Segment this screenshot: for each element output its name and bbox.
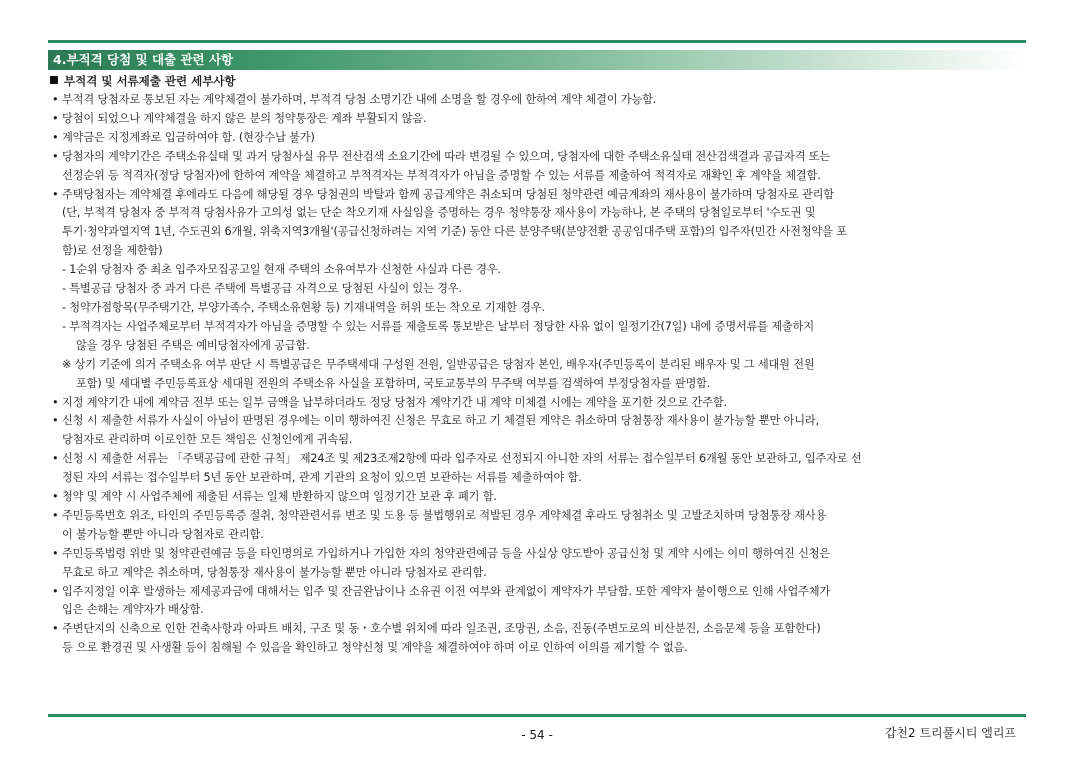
line-text: - 부적격자는 사업주체로부터 부적격자가 아님을 증명할 수 있는 서류를 제출토록 통보받은 날부터 정당한 사유 없이 일정기간(7일) 내에 증명서류를 제출하지 <box>62 319 814 333</box>
dash-continuation <box>48 337 1033 356</box>
bullet-dot-icon: • <box>52 111 59 125</box>
bullet-continuation <box>48 601 1033 620</box>
content-body <box>48 91 1033 658</box>
subheading-text: 부적격 및 서류제출 관련 세부사항 <box>64 74 236 88</box>
line-text: 주민등록번호 위조, 타인의 주민등록증 절취, 청약관련서류 변조 및 도용 등 불법행위로 적발된 경우 계약체결 후라도 당첨취소 및 고발조치하며 당첨통장 재사용 <box>62 508 827 522</box>
line-text: 신청 시 제출한 서류는 「주택공급에 관한 규칙」 제24조 및 제23조제2항에 따라 입주자로 선정되지 아니한 자의 서류는 접수일부터 6개월 동안 보관하고, 입주자로 선 <box>62 452 862 466</box>
line-text: - 청약가점항목(무주택기간, 부양가족수, 주택소유현황 등) 기재내역을 허위 또는 착오로 기재한 경우. <box>62 300 545 314</box>
note-item <box>48 356 1033 375</box>
line-text: 정된 자의 서류는 접수일부터 5년 동안 보관하며, 관계 기관의 요청이 있으면 보관하는 서류를 제출하여야 함. <box>62 471 582 485</box>
line-text: 입은 손해는 계약자가 배상함. <box>62 603 204 617</box>
line-text: 당첨자로 관리하며 이로인한 모든 책임은 신청인에게 귀속됨. <box>62 433 353 447</box>
line-text: ※ 상기 기준에 의거 주택소유 여부 판단 시 특별공급은 무주택세대 구성원 전원, 일반공급은 당첨자 본인, 배우자(주민등록이 분리된 배우자 및 그 세대원 전원 <box>62 357 815 371</box>
dash-item <box>48 299 1033 318</box>
bullet-dot-icon: • <box>52 490 59 504</box>
bullet-dot-icon: • <box>52 93 59 106</box>
bullet-item <box>48 129 1033 148</box>
bullet-item <box>48 545 1033 564</box>
bullet-dot-icon: • <box>52 452 59 466</box>
section-title: 4.부적격 당첨 및 대출 관련 사항 <box>48 50 1026 70</box>
bullet-dot-icon: • <box>52 130 59 144</box>
bullet-dot-icon: • <box>52 414 59 428</box>
bullet-dot-icon: • <box>52 187 59 201</box>
line-text: 당첨자의 계약기간은 주택소유실태 및 과거 당첨사실 유무 전산검색 소요기간에 따라 변경될 수 있으며, 당첨자에 대한 주택소유실태 전산검색결과 공급자격 또는 <box>62 149 831 163</box>
bullet-item <box>48 148 1033 167</box>
line-text: - 특별공급 당첨자 중 과거 다른 주택에 특별공급 자격으로 당첨된 사실이 있는 경우. <box>62 282 462 296</box>
bullet-dot-icon: • <box>52 622 59 636</box>
line-text: 무효로 하고 계약은 취소하며, 당첨통장 재사용이 불가능할 뿐만 아니라 당첨자로 관리함. <box>62 565 487 579</box>
page-number: - 54 - <box>521 728 553 742</box>
bullet-continuation <box>48 204 1033 223</box>
bullet-continuation <box>48 167 1033 186</box>
line-text: 이 불가능할 뿐만 아니라 당첨자로 관리함. <box>62 527 264 541</box>
bullet-dot-icon: • <box>52 584 59 598</box>
bullet-item <box>48 450 1033 469</box>
bullet-continuation <box>48 469 1033 488</box>
line-text: 않을 경우 당첨된 주택은 예비당첨자에게 공급함. <box>76 338 310 352</box>
bullet-dot-icon: • <box>52 508 59 522</box>
line-text: 지정 계약기간 내에 계약금 전부 또는 일부 금액을 납부하더라도 정당 당첨자 계약기간 내 계약 미체결 시에는 계약을 포기한 것으로 간주함. <box>62 395 727 409</box>
line-text: 주변단지의 신축으로 인한 건축사항과 아파트 배치, 구조 및 동・호수별 위치에 따라 일조권, 조망권, 소음, 진동(주변도로의 비산분진, 소음문제 등을 포함한다) <box>62 622 821 636</box>
bullet-item <box>48 507 1033 526</box>
bullet-continuation <box>48 431 1033 450</box>
dash-item <box>48 261 1033 280</box>
note-continuation <box>48 375 1033 394</box>
bullet-dot-icon: • <box>52 546 59 560</box>
line-text: 등 으로 환경권 및 사생활 등이 침해될 수 있음을 확인하고 청약신청 및 계약을 체결하여야 하며 이로 인하여 이의를 제기할 수 없음. <box>62 641 688 655</box>
line-text: 입주지정일 이후 발생하는 제세공과금에 대해서는 입주 및 잔금완납이나 소유권 이전 여부와 관계없이 계약자가 부담함. 또한 계약자 불이행으로 인해 사업주체가 <box>62 584 831 598</box>
bullet-item <box>48 583 1033 602</box>
dash-item <box>48 318 1033 337</box>
line-text: - 1순위 당첨자 중 최초 입주자모집공고일 현재 주택의 소유여부가 신청한 사실과 다른 경우. <box>62 263 501 277</box>
bullet-item <box>48 186 1033 205</box>
bullet-continuation <box>48 526 1033 545</box>
line-text: 당첨이 되었으나 계약체결을 하지 않은 분의 청약통장은 계좌 부활되지 않음. <box>62 111 427 125</box>
bullet-continuation <box>48 242 1033 261</box>
bullet-item <box>48 412 1033 431</box>
dash-item <box>48 280 1033 299</box>
bullet-item <box>48 91 1033 110</box>
bullet-continuation <box>48 639 1033 658</box>
line-text: 주민등록법령 위반 및 청약관련예금 등을 타인명의로 가입하거나 가입한 자의 청약관련예금 등을 사실상 양도받아 공급신청 및 계약 시에는 이미 행하여진 신청은 <box>62 546 831 560</box>
line-text: 투기·청약과열지역 1년, 수도권외 6개월, 위축지역3개월'(공급신청하려는 지역 기준) 동안 다른 분양주택(분양전환 공공임대주택 포함)의 입주자(민간 사전청약을 포 <box>62 225 847 239</box>
line-text: 신청 시 제출한 서류가 사실이 아님이 판명된 경우에는 이미 행하여진 신청은 무효로 하고 기 체결된 계약은 취소하며 당첨통장 재사용이 불가능할 뿐만 아니라, <box>62 414 819 428</box>
line-text: 함)로 선정을 제한함) <box>62 244 163 258</box>
top-rule <box>48 40 1026 43</box>
bullet-item <box>48 394 1033 413</box>
bullet-continuation <box>48 223 1033 242</box>
line-text: 선정순위 등 적격자(정당 당첨자)에 한하여 계약을 체결하고 부적격자는 부적격자가 아님을 증명할 수 있는 서류를 제출하여 적격자로 재확인 후 계약을 체결함. <box>62 168 821 182</box>
document-title: 갑천2 트리풀시티 엘리프 <box>884 726 1016 740</box>
line-text: 부적격 당첨자로 통보된 자는 계약체결이 불가하며, 부적격 당첨 소명기간 내에 소명을 할 경우에 한하여 계약 체결이 가능함. <box>62 93 657 106</box>
line-text: 포함) 및 세대별 주민등록표상 세대원 전원의 주택소유 사실을 포함하며, 국토교통부의 무주택 여부를 검색하여 부정당첨자를 판명함. <box>76 376 711 390</box>
bottom-rule <box>48 714 1026 717</box>
line-text: 청약 및 계약 시 사업주체에 제출된 서류는 일체 반환하지 않으며 일정기간 보관 후 폐기 함. <box>62 490 497 504</box>
bullet-item <box>48 620 1033 639</box>
line-text: 주택당첨자는 계약체결 후에라도 다음에 해당될 경우 당첨권의 박탈과 함께 공급계약은 취소되며 당첨된 청약관련 예금계좌의 재사용이 불가하며 당첨자로 관리함 <box>62 187 834 201</box>
bullet-dot-icon: • <box>52 395 59 409</box>
bullet-item <box>48 488 1033 507</box>
bullet-item <box>48 110 1033 129</box>
bullet-continuation <box>48 564 1033 583</box>
line-text: 계약금은 지정계좌로 입금하여야 함. (현장수납 불가) <box>62 130 315 144</box>
subheading <box>48 73 236 89</box>
square-bullet-icon <box>50 76 58 84</box>
bullet-dot-icon: • <box>52 149 59 163</box>
line-text: (단, 부적격 당첨자 중 부적격 당첨사유가 고의성 없는 단순 착오기재 사실임을 증명하는 경우 청약통장 재사용이 가능하나, 본 주택의 당첨일로부터 '수도권 및 <box>62 206 816 220</box>
